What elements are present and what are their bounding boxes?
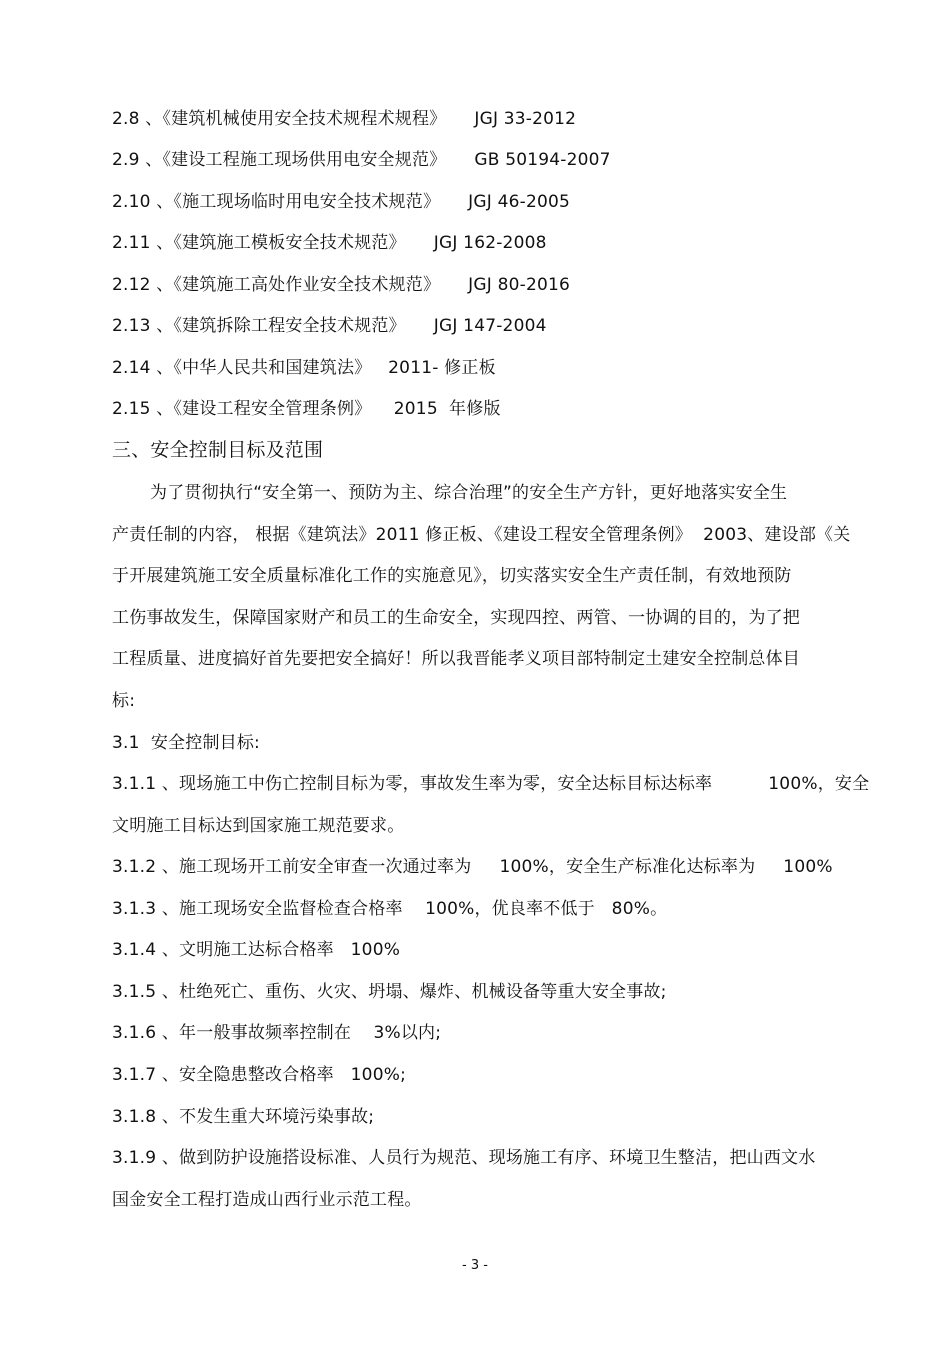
paragraph-line-1: 为了贯彻执行“安全第一、预防为主、综合治理”的安全生产方针，更好地落实安全生 <box>150 483 788 503</box>
ref-2-14: 2.14 、《中华人民共和国建筑法》 2011- 修正板 <box>112 358 496 378</box>
item-3-1-8: 3.1.8 、不发生重大环境污染事故; <box>112 1107 375 1127</box>
item-3-1-2: 3.1.2 、施工现场开工前安全审查一次通过率为 100%，安全生产标准化达标率为 100% <box>112 857 833 877</box>
section-heading-3: 三、安全控制目标及范围 <box>112 439 324 461</box>
ref-2-11: 2.11 、《建筑施工模板安全技术规范》 JGJ 162-2008 <box>112 233 547 253</box>
ref-2-13: 2.13 、《建筑拆除工程安全技术规范》 JGJ 147-2004 <box>112 316 547 336</box>
ref-2-9: 2.9 、《建设工程施工现场供用电安全规范》 GB 50194-2007 <box>112 150 611 170</box>
paragraph-line-3: 于开展建筑施工安全质量标准化工作的实施意见》，切实落实安全生产责任制，有效地预防 <box>112 566 792 586</box>
item-3-1-6: 3.1.6 、年一般事故频率控制在 3%以内; <box>112 1023 442 1043</box>
item-3-1-4: 3.1.4 、文明施工达标合格率 100% <box>112 940 401 960</box>
page-number: - 3 - <box>462 1258 488 1273</box>
subheading-3-1: 3.1 安全控制目标: <box>112 733 260 753</box>
paragraph-line-5: 工程质量、进度搞好首先要把安全搞好！所以我晋能孝义项目部特制定土建安全控制总体目 <box>112 649 800 669</box>
ref-2-12: 2.12 、《建筑施工高处作业安全技术规范》 JGJ 80-2016 <box>112 275 571 295</box>
item-3-1-7: 3.1.7 、安全隐患整改合格率 100%; <box>112 1065 406 1085</box>
item-3-1-9: 3.1.9 、做到防护设施搭设标准、人员行为规范、现场施工有序、环境卫生整洁，把山西文水 <box>112 1148 816 1168</box>
ref-2-10: 2.10 、《施工现场临时用电安全技术规范》 JGJ 46-2005 <box>112 192 571 212</box>
paragraph-line-4: 工伤事故发生，保障国家财产和员工的生命安全，实现四控、两管、一协调的目的，为了把 <box>112 608 800 628</box>
item-3-1-3: 3.1.3 、施工现场安全监督检查合格率 100%，优良率不低于 80%。 <box>112 899 668 919</box>
paragraph-line-6: 标: <box>112 691 136 711</box>
ref-2-15: 2.15 、《建设工程安全管理条例》 2015 年修版 <box>112 399 501 419</box>
item-3-1-5: 3.1.5 、杜绝死亡、重伤、火灾、坍塌、爆炸、机械设备等重大安全事故; <box>112 982 667 1002</box>
item-3-1-9-cont: 国金安全工程打造成山西行业示范工程。 <box>112 1190 422 1210</box>
paragraph-line-2: 产责任制的内容， 根据《建筑法》2011 修正板、《建设工程安全管理条例》 2003、建设部《关 <box>112 525 851 545</box>
item-3-1-1-cont: 文明施工目标达到国家施工规范要求。 <box>112 816 405 836</box>
item-3-1-1: 3.1.1 、现场施工中伤亡控制目标为零，事故发生率为零，安全达标目标达标率 100%，安全 <box>112 774 870 794</box>
ref-2-8: 2.8 、《建筑机械使用安全技术规程术规程》 JGJ 33-2012 <box>112 109 577 129</box>
